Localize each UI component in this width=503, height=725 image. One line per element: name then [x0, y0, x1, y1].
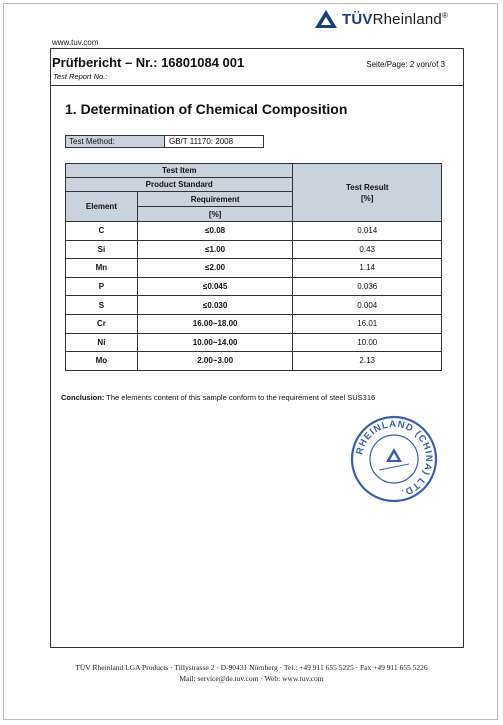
requirement-cell: ≤2.00: [137, 259, 293, 278]
tuv-seal-stamp: [349, 414, 439, 509]
test-method: [65, 135, 264, 148]
test-item-header: Test Item: [66, 164, 293, 178]
chemical-composition-table: [65, 163, 442, 371]
element-cell: Si: [66, 240, 138, 259]
report-number-title: Prüfbericht – Nr.: 16801084 001: [52, 55, 245, 70]
element-cell: C: [66, 222, 138, 241]
footer-address: TÜV Rheinland LGA Products · Tillystrasse 2 · D-90431 Nürnberg · Tel.: +49 911 655 5225 · Fax +49 911 655 5226: [75, 663, 428, 672]
page-number: Seite/Page: 2 von/of 3: [366, 60, 445, 69]
triangle-logo-icon: [314, 9, 338, 29]
svg-text:RHEINLAND (CHINA) LTD.: RHEINLAND (CHINA) LTD.: [354, 418, 435, 499]
element-cell: Mo: [66, 352, 138, 371]
website-url: www.tuv.com: [52, 38, 99, 47]
product-standard-header: Product Standard: [66, 178, 293, 192]
section-title: 1. Determination of Chemical Composition: [65, 101, 348, 117]
report-header: [51, 49, 463, 86]
requirement-header: Requirement: [137, 192, 293, 207]
table-row: [66, 314, 442, 333]
result-cell: 0.014: [293, 222, 442, 241]
footer-contact: Mail: service@de.tuv.com · Web: www.tuv.com: [179, 674, 324, 683]
conclusion-text: The elements content of this sample conform to the requirement of steel SUS316: [104, 393, 376, 402]
table-row: [66, 222, 442, 241]
element-cell: Mn: [66, 259, 138, 278]
test-result-header: [293, 164, 442, 222]
element-cell: Ni: [66, 333, 138, 352]
requirement-cell: 2.00~3.00: [137, 352, 293, 371]
tuv-logo: [314, 9, 448, 29]
result-cell: 1.14: [293, 259, 442, 278]
result-cell: 10.00: [293, 333, 442, 352]
result-cell: 0.036: [293, 277, 442, 296]
element-cell: P: [66, 277, 138, 296]
table-row: [66, 259, 442, 278]
result-cell: 16.01: [293, 314, 442, 333]
requirement-cell: 10.00~14.00: [137, 333, 293, 352]
test-method-value: GB/T 11170: 2008: [165, 135, 264, 148]
report-frame: [50, 48, 464, 648]
element-cell: S: [66, 296, 138, 315]
result-cell: 0.004: [293, 296, 442, 315]
table-row: [66, 333, 442, 352]
report-number-subtitle: Test Report No.:: [53, 72, 108, 81]
requirement-cell: ≤1.00: [137, 240, 293, 259]
element-header: Element: [66, 192, 138, 222]
element-cell: Cr: [66, 314, 138, 333]
table-row: [66, 277, 442, 296]
table-row: [66, 296, 442, 315]
test-result-unit: [%]: [360, 193, 374, 203]
table-row: [66, 352, 442, 371]
table-row: [66, 240, 442, 259]
requirement-cell: 16.00~18.00: [137, 314, 293, 333]
requirement-unit: [%]: [137, 207, 293, 222]
footer: [0, 662, 503, 684]
test-method-label: Test Method:: [65, 135, 165, 148]
test-result-label: Test Result: [345, 182, 389, 192]
requirement-cell: ≤0.045: [137, 277, 293, 296]
brand-name: TÜVRheinland®: [342, 10, 449, 28]
result-cell: 2.13: [293, 352, 442, 371]
requirement-cell: ≤0.030: [137, 296, 293, 315]
seal-stamp-icon: [349, 414, 439, 504]
result-cell: 0.43: [293, 240, 442, 259]
conclusion: [61, 393, 375, 402]
requirement-cell: ≤0.08: [137, 222, 293, 241]
conclusion-label: Conclusion:: [61, 393, 105, 402]
